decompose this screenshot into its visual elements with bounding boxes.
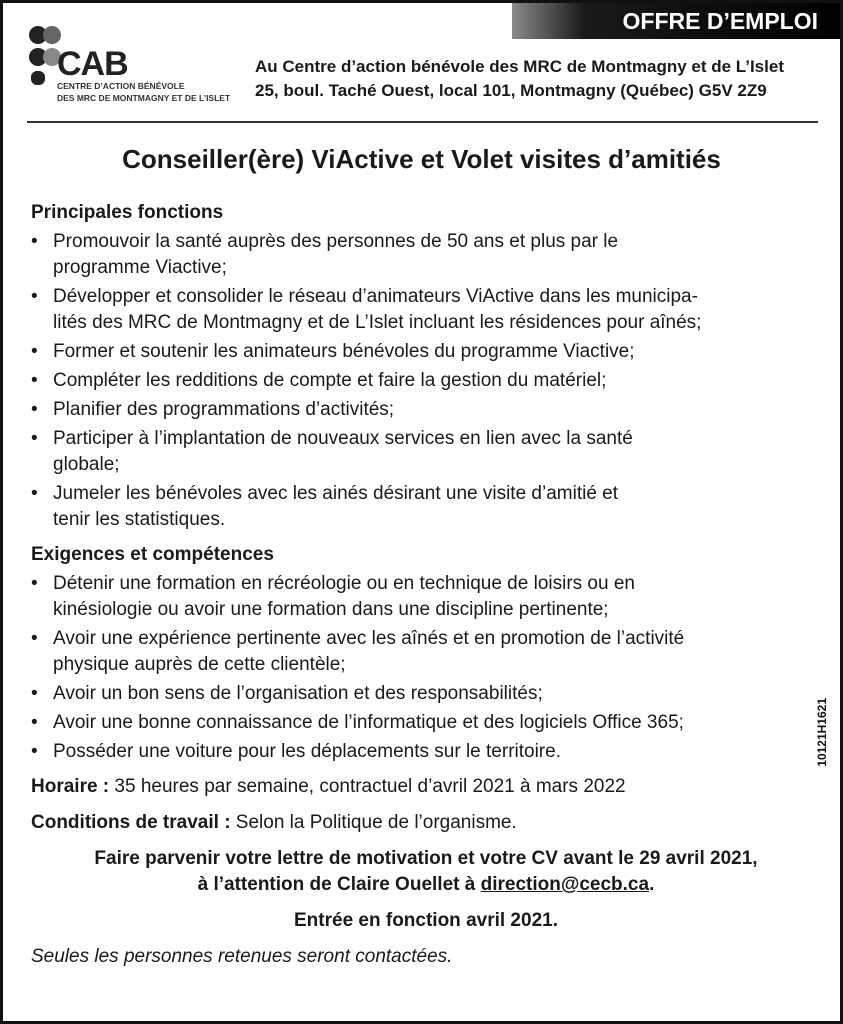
item-line: Développer et consolider le réseau d’animateurs ViActive dans les municipa- xyxy=(53,286,698,307)
item-line: lités des MRC de Montmagny et de L’Islet incluant les résidences pour aînés; xyxy=(53,312,702,333)
schedule: Horaire : 35 heures par semaine, contractuel d’avril 2021 à mars 2022 xyxy=(31,776,626,797)
bullet-icon: • xyxy=(31,286,38,307)
list-item xyxy=(31,368,821,394)
list-item xyxy=(31,339,821,365)
section-heading: Exigences et compétences xyxy=(31,544,274,565)
item-line: Détenir une formation en récréologie ou en technique de loisirs ou en xyxy=(53,573,635,594)
section-heading: Principales fonctions xyxy=(31,202,224,223)
work-conditions: Conditions de travail : Selon la Politique de l’organisme. xyxy=(31,812,517,833)
logo-line1: CENTRE D’ACTION BÉNÉVOLE xyxy=(57,81,185,91)
logo-name: CAB xyxy=(57,45,128,83)
address-line1: Au Centre d’action bénévole des MRC de Montmagny et de L’Islet xyxy=(255,57,784,76)
list-item xyxy=(31,284,821,336)
address-line2: 25, boul. Taché Ouest, local 101, Montmagny (Québec) G5V 2Z9 xyxy=(255,81,767,100)
list-item xyxy=(31,481,821,533)
list-item xyxy=(31,571,821,623)
item-line: Planifier des programmations d’activités; xyxy=(53,399,395,420)
item-line: Avoir une expérience pertinente avec les aînés et en promotion de l’activité xyxy=(53,628,685,649)
bullet-icon: • xyxy=(31,370,38,391)
list-item xyxy=(31,229,821,281)
application-instructions: Faire parvenir votre lettre de motivation et votre CV avant le 29 avril 2021, à l’attention de Claire Ouellet à direction@cecb.ca. xyxy=(94,848,758,895)
item-line: Avoir une bonne connaissance de l’informatique et des logiciels Office 365; xyxy=(53,712,684,733)
item-line: programme Viactive; xyxy=(53,257,227,278)
list-item xyxy=(31,626,821,678)
list-item xyxy=(31,397,821,423)
item-line: Posséder une voiture pour les déplacements sur le territoire. xyxy=(53,741,561,762)
list-item xyxy=(31,681,821,707)
job-title: Conseiller(ère) ViActive et Volet visites d’amitiés xyxy=(122,144,721,174)
start-date: Entrée en fonction avril 2021. xyxy=(294,910,558,931)
bullet-icon: • xyxy=(31,573,38,594)
section-list xyxy=(31,229,821,533)
logo-line2: DES MRC DE MONTMAGNY ET DE L’ISLET xyxy=(57,93,231,103)
bullet-icon: • xyxy=(31,683,38,704)
bullet-icon: • xyxy=(31,399,38,420)
address xyxy=(255,55,784,103)
item-line: Compléter les redditions de compte et faire la gestion du matériel; xyxy=(53,370,607,391)
bullet-icon: • xyxy=(31,741,38,762)
content xyxy=(31,200,821,980)
bullet-icon: • xyxy=(31,712,38,733)
offer-banner: OFFRE D’EMPLOI xyxy=(512,3,840,39)
cab-logo xyxy=(29,23,239,103)
bullet-icon: • xyxy=(31,483,38,504)
list-item xyxy=(31,710,821,736)
section-list xyxy=(31,571,821,765)
item-line: tenir les statistiques. xyxy=(53,509,226,530)
divider xyxy=(27,121,818,123)
item-line: Jumeler les bénévoles avec les ainés désirant une visite d’amitié et xyxy=(53,483,619,504)
note: Seules les personnes retenues seront contactées. xyxy=(31,946,453,967)
ad-code: 10121H1621 xyxy=(815,698,829,767)
list-item xyxy=(31,426,821,478)
item-line: Former et soutenir les animateurs bénévoles du programme Viactive; xyxy=(53,341,635,362)
bullet-icon: • xyxy=(31,231,38,252)
item-line: Promouvoir la santé auprès des personnes de 50 ans et plus par le xyxy=(53,231,619,252)
item-line: Participer à l’implantation de nouveaux services en lien avec la santé xyxy=(53,428,633,449)
item-line: globale; xyxy=(53,454,120,475)
item-line: kinésiologie ou avoir une formation dans une discipline pertinente; xyxy=(53,599,609,620)
email-link[interactable]: direction@cecb.ca xyxy=(480,874,650,895)
bullet-icon: • xyxy=(31,428,38,449)
item-line: physique auprès de cette clientèle; xyxy=(53,654,346,675)
bullet-icon: • xyxy=(31,628,38,649)
bullet-icon: • xyxy=(31,341,38,362)
list-item xyxy=(31,739,821,765)
item-line: Avoir un bon sens de l’organisation et des responsabilités; xyxy=(53,683,543,704)
